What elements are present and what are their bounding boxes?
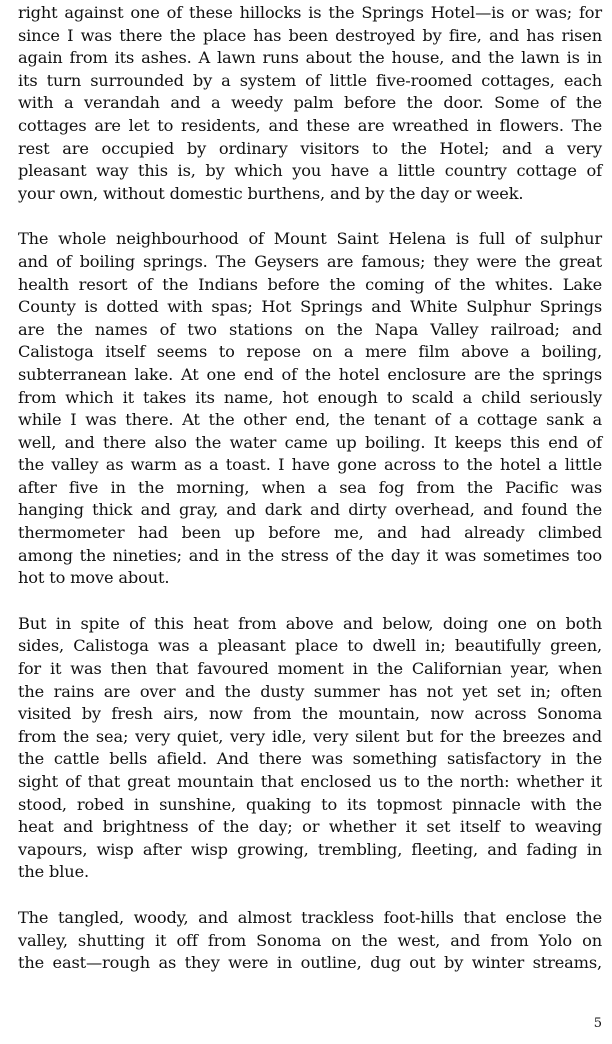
text-line: from the sea; very quiet, very idle, very silent but for the breezes and xyxy=(18,726,602,746)
text-line: valley, shutting it off from Sonoma on the west, and from Yolo on xyxy=(18,930,602,950)
text-line: the blue. xyxy=(18,862,89,882)
text-line: sides, Calistoga was a pleasant place to dwell in; beautifully green, xyxy=(18,636,602,656)
text-line: well, and there also the water came up boiling. It keeps this end of xyxy=(18,432,602,452)
text-line: the valley as warm as a toast. I have gone across to the hotel a little xyxy=(18,455,602,475)
text-line: stood, robed in sunshine, quaking to its topmost pinnacle with the xyxy=(18,794,602,814)
text-line: heat and brightness of the day; or whether it set itself to weaving xyxy=(18,817,602,837)
text-line: But in spite of this heat from above and below, doing one on both xyxy=(18,613,602,633)
text-line: The tangled, woody, and almost trackless foot-hills that enclose the xyxy=(18,907,602,927)
text-line: while I was there. At the other end, the tenant of a cottage sank a xyxy=(18,410,602,430)
text-line: right against one of these hillocks is the Springs Hotel—is or was; for xyxy=(18,3,602,22)
text-line: the cattle bells afield. And there was something satisfactory in the xyxy=(18,749,602,769)
text-line: The whole neighbourhood of Mount Saint Helena is full of sulphur xyxy=(18,229,602,249)
text-line: for it was then that favoured moment in the Californian year, when xyxy=(18,659,602,679)
text-line: after five in the morning, when a sea fog from the Pacific was xyxy=(18,477,602,497)
text-line: with a verandah and a weedy palm before the door. Some of the xyxy=(18,93,602,113)
text-line: since I was there the place has been destroyed by fire, and has risen xyxy=(18,25,602,45)
text-line: thermometer had been up before me, and had already climbed xyxy=(18,523,602,543)
page-number: 5 xyxy=(593,1016,602,1031)
paragraph-foot-hills xyxy=(18,907,602,975)
text-line: cottages are let to residents, and these are wreathed in flowers. The xyxy=(18,115,602,135)
text-line: County is dotted with spas; Hot Springs and White Sulphur Springs xyxy=(18,297,602,317)
text-line: from which it takes its name, hot enough to scald a child seriously xyxy=(18,387,602,407)
text-line: its turn surrounded by a system of little five-roomed cottages, each xyxy=(18,70,602,90)
text-line: pleasant way this is, by which you have a little country cottage of xyxy=(18,161,602,181)
text-line: health resort of the Indians before the coming of the whites. Lake xyxy=(18,274,602,294)
text-line: rest are occupied by ordinary visitors to the Hotel; and a very xyxy=(18,138,602,158)
text-line: your own, without domestic burthens, and by the day or week. xyxy=(18,183,524,203)
text-line: the rains are over and the dusty summer has not yet set in; often xyxy=(18,681,602,701)
paragraph-springs-hotel xyxy=(18,2,602,205)
text-line: hot to move about. xyxy=(18,568,170,588)
text-line: are the names of two stations on the Napa Valley railroad; and xyxy=(18,319,602,339)
text-line: visited by fresh airs, now from the mountain, now across Sonoma xyxy=(18,704,602,724)
text-line: sight of that great mountain that enclosed us to the north: whether it xyxy=(18,772,602,791)
book-page xyxy=(18,2,602,998)
paragraph-calistoga xyxy=(18,613,602,884)
text-line: and of boiling springs. The Geysers are famous; they were the great xyxy=(18,251,602,271)
text-line: the east—rough as they were in outline, dug out by winter streams, xyxy=(18,953,602,973)
text-line: hanging thick and gray, and dark and dirty overhead, and found the xyxy=(18,500,602,520)
text-line: among the nineties; and in the stress of the day it was sometimes too xyxy=(18,545,602,565)
text-line: subterranean lake. At one end of the hotel enclosure are the springs xyxy=(18,364,602,384)
text-line: Calistoga itself seems to repose on a mere film above a boiling, xyxy=(18,342,602,362)
text-line: again from its ashes. A lawn runs about the house, and the lawn is in xyxy=(18,48,602,68)
paragraph-sulphur-springs xyxy=(18,228,602,590)
text-line: vapours, wisp after wisp growing, trembling, fleeting, and fading in xyxy=(18,839,602,859)
